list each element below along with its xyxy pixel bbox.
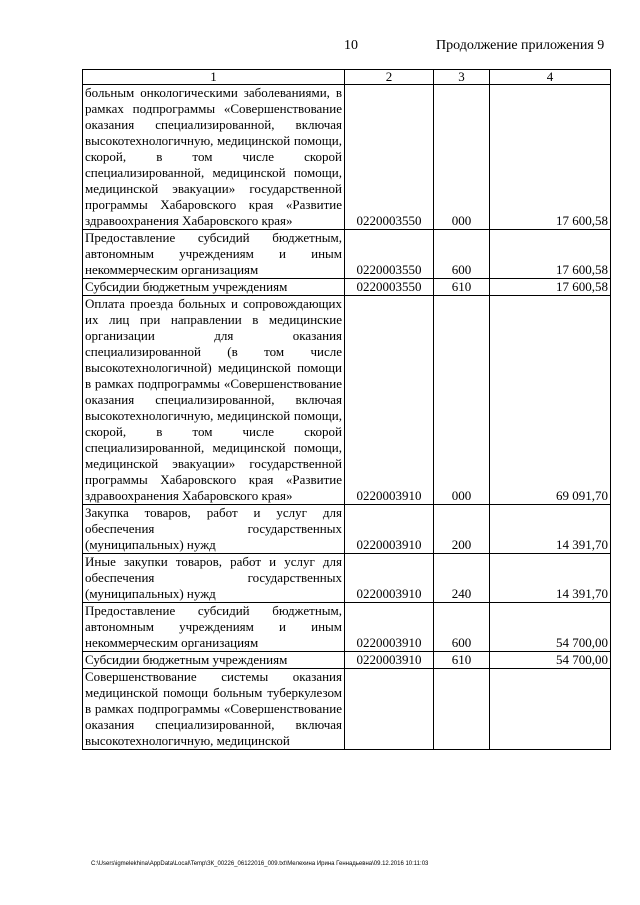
row-amount: 17 600,58 xyxy=(490,85,611,230)
row-expense-type: 600 xyxy=(434,603,490,652)
row-expense-type: 610 xyxy=(434,279,490,296)
row-description: Оплата проезда больных и сопровождающих их лиц при направлении в медицинские организации для оказания специализированной (в том числе высокотехнологичной) медицинской помощи в рамках подпрограммы «Совершенствование оказания специализированной, включая высокотехнологичную, медицинской помощи, скорой, в том числе скорой специализированной, медицинской помощи, медицинской эвакуации» государственной программы Хабаровского края «Развитие здравоохранения Хабаровского края» xyxy=(83,296,345,505)
column-header: 2 xyxy=(345,70,434,85)
row-description: Предоставление субсидий бюджетным, автономным учреждениям и иным некоммерческим организациям xyxy=(83,230,345,279)
row-expense-type: 610 xyxy=(434,652,490,669)
table-row xyxy=(83,554,611,603)
row-description: больным онкологическими заболеваниями, в рамках подпрограммы «Совершенствование оказания специализированной, включая высокотехнологичную, медицинской помощи, скорой, в том числе скорой специализированной, медицинской помощи, медицинской эвакуации» государственной программы Хабаровского края «Развитие здравоохранения Хабаровского края» xyxy=(83,85,345,230)
row-amount: 54 700,00 xyxy=(490,603,611,652)
row-expense-type: 000 xyxy=(434,296,490,505)
row-amount: 14 391,70 xyxy=(490,554,611,603)
row-amount: 54 700,00 xyxy=(490,652,611,669)
row-expense-type: 240 xyxy=(434,554,490,603)
table-row xyxy=(83,652,611,669)
table-row xyxy=(83,230,611,279)
row-code: 0220003910 xyxy=(345,296,434,505)
row-description: Предоставление субсидий бюджетным, автономным учреждениям и иным некоммерческим организациям xyxy=(83,603,345,652)
column-header: 3 xyxy=(434,70,490,85)
row-expense-type xyxy=(434,669,490,750)
row-code xyxy=(345,669,434,750)
table-row xyxy=(83,669,611,750)
row-amount xyxy=(490,669,611,750)
row-code: 0220003910 xyxy=(345,603,434,652)
row-description: Субсидии бюджетным учреждениям xyxy=(83,652,345,669)
budget-table xyxy=(82,69,611,750)
table-row xyxy=(83,85,611,230)
row-description: Совершенствование системы оказания медицинской помощи больным туберкулезом в рамках подпрограммы «Совершенствование оказания специализированной, включая высокотехнологичную, медицинской xyxy=(83,669,345,750)
table-row xyxy=(83,603,611,652)
column-header: 1 xyxy=(83,70,345,85)
column-header: 4 xyxy=(490,70,611,85)
row-amount: 14 391,70 xyxy=(490,505,611,554)
row-code: 0220003550 xyxy=(345,279,434,296)
row-amount: 69 091,70 xyxy=(490,296,611,505)
table-header-row xyxy=(83,70,611,85)
page-number: 10 xyxy=(344,38,358,53)
table-row xyxy=(83,296,611,505)
row-code: 0220003910 xyxy=(345,554,434,603)
table-row xyxy=(83,279,611,296)
row-code: 0220003550 xyxy=(345,230,434,279)
table-row xyxy=(83,505,611,554)
row-expense-type: 600 xyxy=(434,230,490,279)
row-description: Иные закупки товаров, работ и услуг для обеспечения государственных (муниципальных) нужд xyxy=(83,554,345,603)
row-description: Закупка товаров, работ и услуг для обеспечения государственных (муниципальных) нужд xyxy=(83,505,345,554)
row-amount: 17 600,58 xyxy=(490,279,611,296)
row-code: 0220003910 xyxy=(345,652,434,669)
row-amount: 17 600,58 xyxy=(490,230,611,279)
row-code: 0220003910 xyxy=(345,505,434,554)
row-description: Субсидии бюджетным учреждениям xyxy=(83,279,345,296)
row-code: 0220003550 xyxy=(345,85,434,230)
continuation-label: Продолжение приложения 9 xyxy=(436,38,605,53)
row-expense-type: 000 xyxy=(434,85,490,230)
footer-file-path: C:\Users\igmelekhina\AppData\Local\Temp\ЗК_00226_06122016_009.txt\Мелехина Ирина Геннадьевна\09.12.2016 10:11:03 xyxy=(91,861,429,867)
row-expense-type: 200 xyxy=(434,505,490,554)
